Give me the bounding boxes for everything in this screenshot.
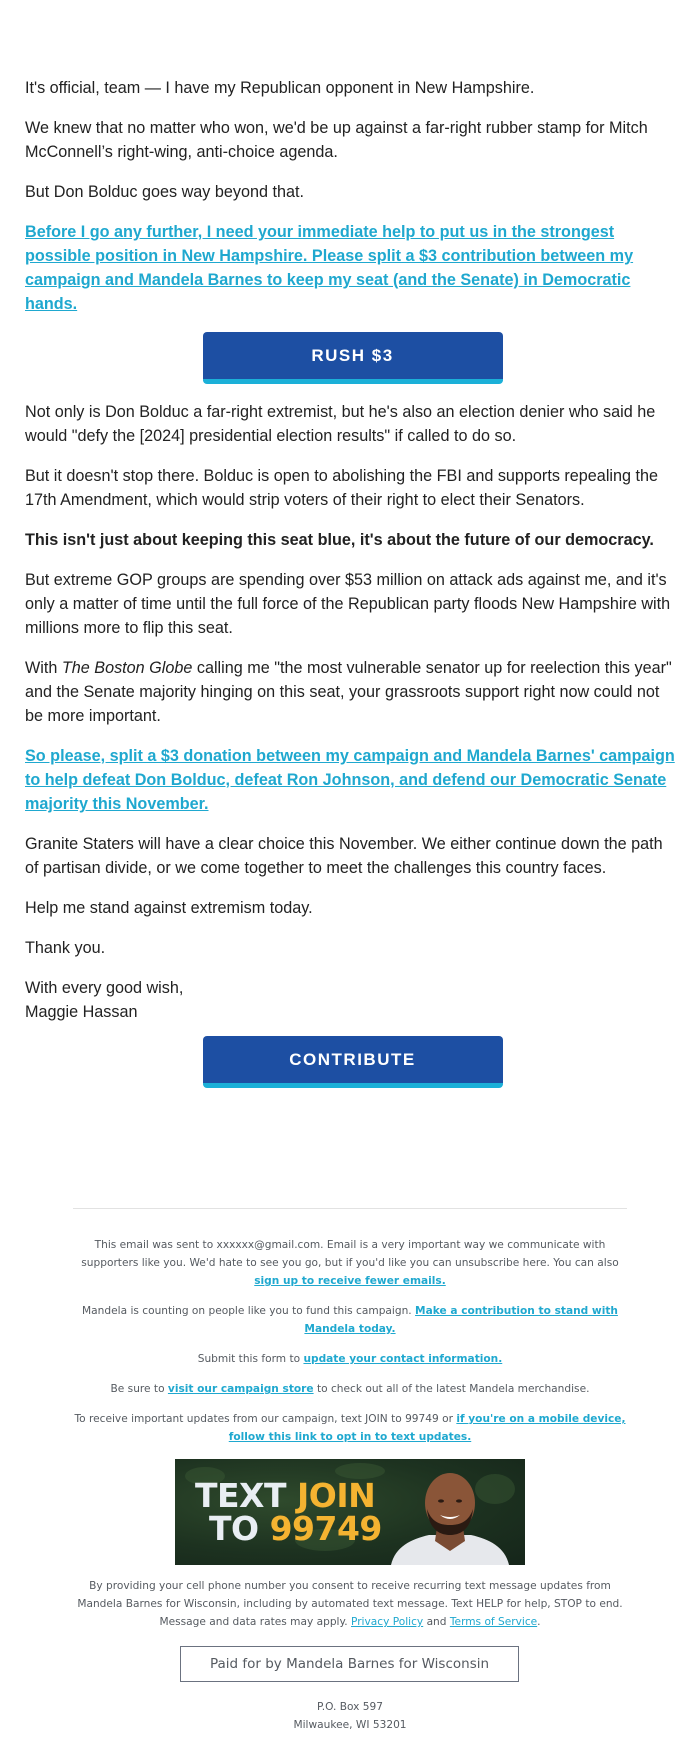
donate-link[interactable]: So please, split a $3 donation between my campaign and Mandela Barnes' campaign to help defeat Don Bolduc, defeat Ron Johnson, and defend our Democratic Senate majority this November. (25, 747, 675, 813)
consent-text: and (423, 1616, 450, 1628)
consent-text: By providing your cell phone number you consent to receive recurring text message updates from Mandela Barnes for Wisconsin, including by automated text message. Text HELP for help, STOP to end. Message and data rates may apply. (77, 1580, 623, 1628)
banner-keyword: JOIN (297, 1476, 376, 1515)
contribute-button[interactable]: CONTRIBUTE (203, 1036, 503, 1088)
paragraph: But extreme GOP groups are spending over $53 million on attack ads against me, and it's only a matter of time until the full force of the Republican party floods New Hampshire with millions more to flip this seat. (25, 571, 671, 637)
paragraph: We knew that no matter who won, we'd be up against a far-right rubber stamp for Mitch McConnell’s right-wing, anti-choice agenda. (25, 119, 648, 161)
signature-name: Maggie Hassan (25, 1003, 138, 1021)
update-contact-link[interactable]: update your contact information. (303, 1353, 503, 1365)
footer-divider (73, 1208, 627, 1209)
text-join-banner[interactable] (175, 1459, 525, 1565)
paragraph: It's official, team — I have my Republican opponent in New Hampshire. (25, 79, 535, 97)
paragraph: But Don Bolduc goes way beyond that. (25, 183, 304, 201)
footer-text: Be sure to (110, 1383, 168, 1395)
paragraph: But it doesn't stop there. Bolduc is open to abolishing the FBI and supports repealing the 17th Amendment, which would strip voters of their right to elect their Senators. (25, 467, 659, 509)
paragraph: Not only is Don Bolduc a far-right extremist, but he's also an election denier who said he would "defy the [2024] presidential election results" if called to do so. (25, 403, 656, 445)
address-line-2: Milwaukee, WI 53201 (293, 1719, 407, 1731)
contribute-link[interactable]: Make a contribution to stand with Mandela today. (304, 1305, 618, 1335)
sms-consent (70, 1577, 630, 1631)
banner-shortcode: 99749 (269, 1509, 382, 1548)
footer-store (70, 1380, 630, 1398)
paragraph: Thank you. (25, 939, 106, 957)
banner-line-2 (209, 1509, 382, 1548)
address-line-1: P.O. Box 597 (316, 1701, 384, 1713)
contribute-button-row (25, 1036, 680, 1088)
privacy-policy-link[interactable]: Privacy Policy (351, 1616, 424, 1628)
paid-for-disclaimer: Paid for by Mandela Barnes for Wisconsin (180, 1646, 519, 1682)
banner-line-1 (195, 1476, 376, 1515)
footer-form (70, 1350, 630, 1368)
banner-text: TO (209, 1509, 270, 1548)
cta-paragraph (25, 220, 680, 316)
signature-block (25, 976, 680, 1024)
text-optin-link[interactable]: if you're on a mobile device, follow this link to opt in to text updates. (228, 1413, 626, 1443)
footer-text: This email was sent to xxxxxx@gmail.com. Email is a very important way we communicate with supporters like you. We'd hate to see you go, but if you'd like you can unsubscribe here. You can also (81, 1239, 619, 1269)
footer-text: Mandela is counting on people like you to fund this campaign. (82, 1305, 416, 1317)
text: With (25, 659, 62, 677)
rush-button-row (25, 332, 680, 384)
footer-text: Submit this form to (197, 1353, 304, 1365)
donate-link[interactable]: Before I go any further, I need your immediate help to put us in the strongest possible position in New Hampshire. Please split a $3 contribution between my campaign and Mandela Barnes to keep my seat (and the Senate) in Democratic hands. (25, 223, 634, 313)
bold-paragraph: This isn't just about keeping this seat blue, it's about the future of our democracy. (25, 531, 654, 549)
footer-text: to check out all of the latest Mandela merchandise. (313, 1383, 590, 1395)
footer-counting (70, 1302, 630, 1338)
fewer-emails-link[interactable]: sign up to receive fewer emails. (254, 1275, 446, 1287)
mailing-address (200, 1698, 500, 1734)
cta-paragraph (25, 744, 680, 816)
paragraph: Help me stand against extremism today. (25, 899, 313, 917)
consent-text: . (537, 1616, 541, 1628)
rush-3-button[interactable]: RUSH $3 (203, 332, 503, 384)
publication-name: The Boston Globe (61, 659, 193, 677)
email-body (25, 76, 680, 1104)
paragraph: Granite Staters will have a clear choice this November. We either continue down the path of partisan divide, or we come together to meet the challenges this country faces. (25, 835, 663, 877)
paragraph (25, 656, 680, 728)
candidate-photo-icon (385, 1469, 515, 1565)
footer-sent-to (70, 1236, 630, 1290)
text: calling me "the most vulnerable senator up for reelection this year" and the Senate majority hinging on this seat, your grassroots support right now could not be more important. (25, 659, 672, 725)
signoff: With every good wish, (25, 979, 184, 997)
terms-of-service-link[interactable]: Terms of Service (449, 1616, 538, 1628)
campaign-store-link[interactable]: visit our campaign store (167, 1383, 314, 1395)
footer (70, 1236, 630, 1458)
footer-text: To receive important updates from our campaign, text JOIN to 99749 or (74, 1413, 457, 1425)
footer-text-updates (70, 1410, 630, 1446)
banner-text: TEXT (195, 1476, 297, 1515)
